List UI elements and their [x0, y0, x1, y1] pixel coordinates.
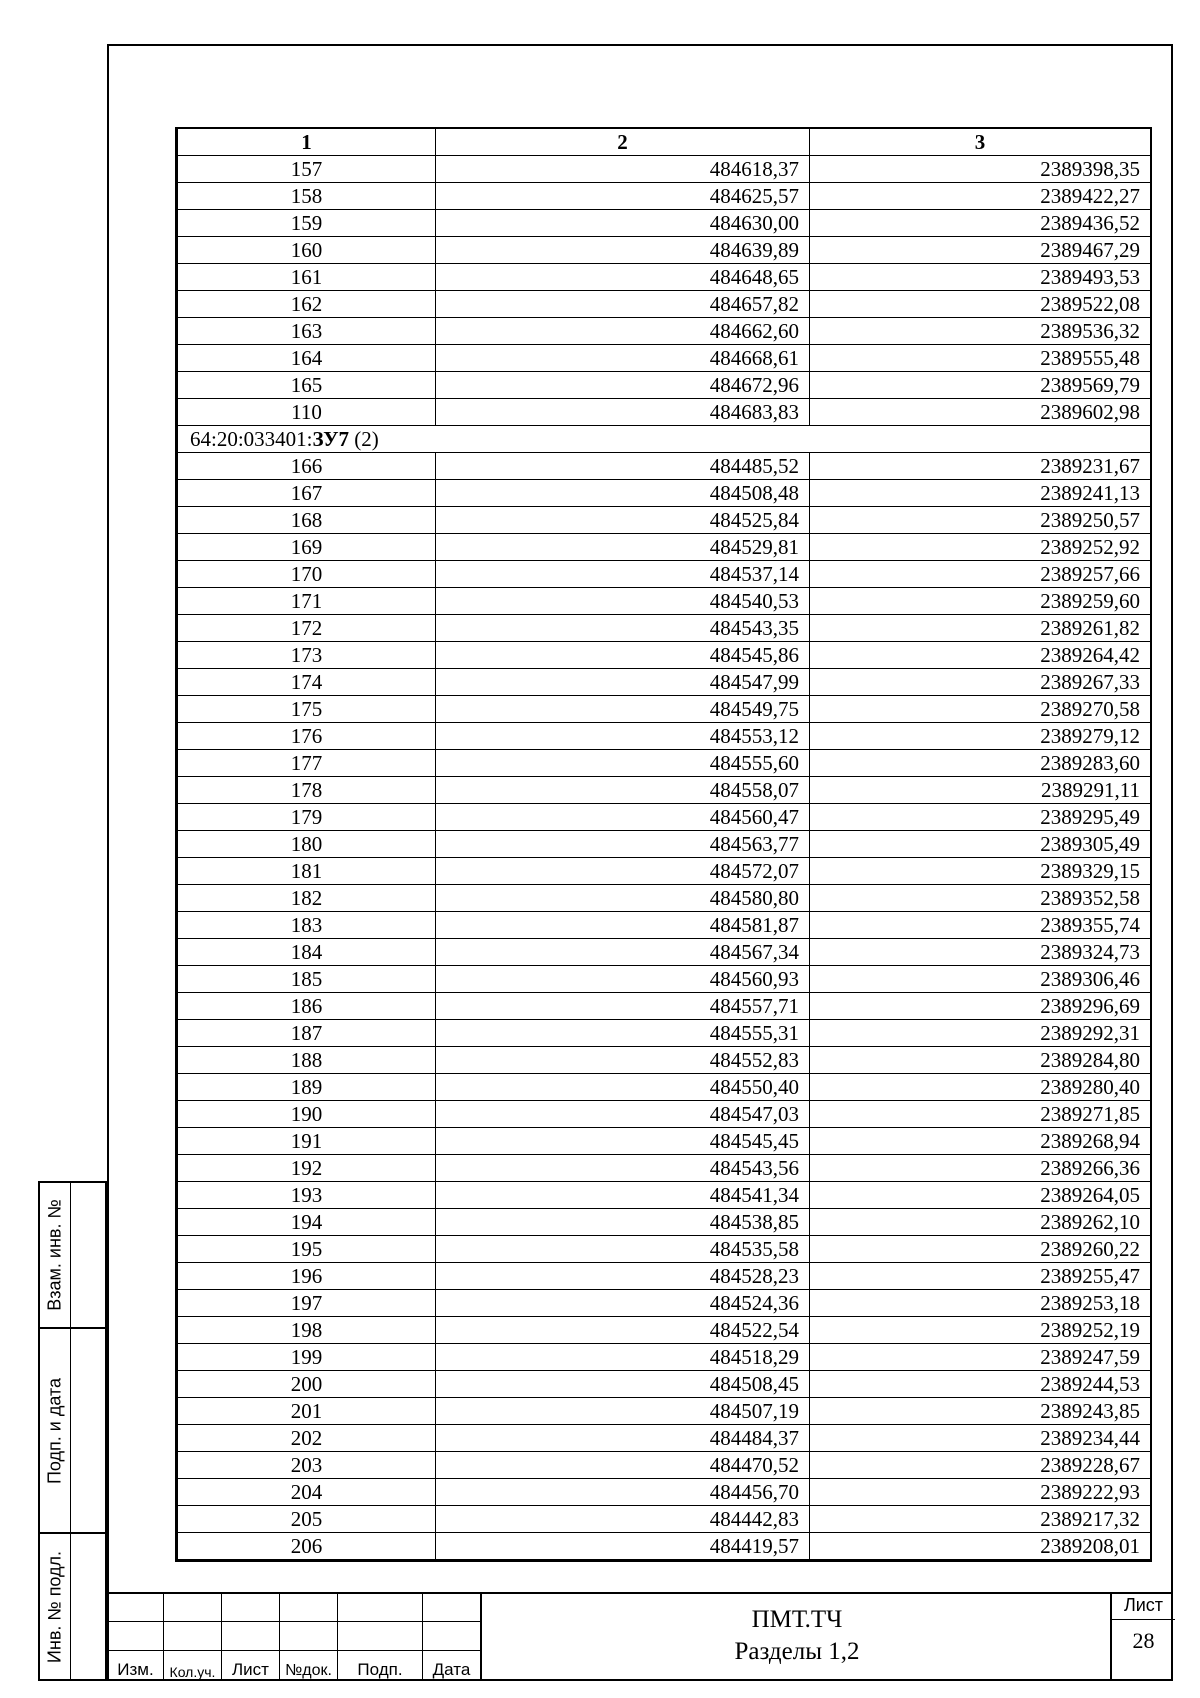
- table-row: [178, 615, 1151, 642]
- point-number-cell: 157: [178, 156, 436, 183]
- point-number-cell: 179: [178, 804, 436, 831]
- table-row: [178, 1236, 1151, 1263]
- y-coordinate-cell: 2389228,67: [810, 1452, 1151, 1479]
- x-coordinate-cell: 484547,99: [436, 669, 810, 696]
- x-coordinate-cell: 484553,12: [436, 723, 810, 750]
- point-number-cell: 164: [178, 345, 436, 372]
- point-number-cell: 190: [178, 1101, 436, 1128]
- point-number-cell: 163: [178, 318, 436, 345]
- table-row: [178, 642, 1151, 669]
- table-row: [178, 1020, 1151, 1047]
- point-number-cell: 166: [178, 453, 436, 480]
- point-number-cell: 191: [178, 1128, 436, 1155]
- table-row: [178, 1101, 1151, 1128]
- point-number-cell: 177: [178, 750, 436, 777]
- sheet-number: 28: [1132, 1628, 1155, 1653]
- y-coordinate-cell: 2389234,44: [810, 1425, 1151, 1452]
- table-row: [178, 318, 1151, 345]
- y-coordinate-cell: 2389355,74: [810, 912, 1151, 939]
- y-coordinate-cell: 2389271,85: [810, 1101, 1151, 1128]
- point-number-cell: 188: [178, 1047, 436, 1074]
- x-coordinate-cell: 484508,48: [436, 480, 810, 507]
- y-coordinate-cell: 2389291,11: [810, 777, 1151, 804]
- y-coordinate-cell: 2389260,22: [810, 1236, 1151, 1263]
- y-coordinate-cell: 2389217,32: [810, 1506, 1151, 1533]
- table-row: [178, 561, 1151, 588]
- stamp-col-izm: Изм.: [108, 1651, 164, 1681]
- x-coordinate-cell: 484543,56: [436, 1155, 810, 1182]
- x-coordinate-cell: 484567,34: [436, 939, 810, 966]
- x-coordinate-cell: 484507,19: [436, 1398, 810, 1425]
- x-coordinate-cell: 484625,57: [436, 183, 810, 210]
- x-coordinate-cell: 484522,54: [436, 1317, 810, 1344]
- cadastral-section-label: [178, 426, 1151, 453]
- y-coordinate-cell: 2389324,73: [810, 939, 1151, 966]
- side-stamp-original-inv: [38, 1532, 107, 1681]
- stamp-col-list: Лист: [222, 1651, 280, 1681]
- table-row: [178, 1533, 1151, 1560]
- point-number-cell: 171: [178, 588, 436, 615]
- x-coordinate-cell: 484528,23: [436, 1263, 810, 1290]
- land-plot-part: (2): [349, 427, 379, 451]
- table-row: [178, 750, 1151, 777]
- point-number-cell: 189: [178, 1074, 436, 1101]
- x-coordinate-cell: 484442,83: [436, 1506, 810, 1533]
- table-row: [178, 534, 1151, 561]
- y-coordinate-cell: 2389284,80: [810, 1047, 1151, 1074]
- sheet-label: Лист: [1112, 1592, 1175, 1620]
- table-row: [178, 1371, 1151, 1398]
- x-coordinate-cell: 484560,93: [436, 966, 810, 993]
- table-row: [178, 1398, 1151, 1425]
- point-number-cell: 170: [178, 561, 436, 588]
- x-coordinate-cell: 484560,47: [436, 804, 810, 831]
- side-label-replacement-inv: Взам. инв. №: [44, 1199, 65, 1311]
- y-coordinate-cell: 2389244,53: [810, 1371, 1151, 1398]
- y-coordinate-cell: 2389279,12: [810, 723, 1151, 750]
- table-row: [178, 453, 1151, 480]
- x-coordinate-cell: 484581,87: [436, 912, 810, 939]
- x-coordinate-cell: 484572,07: [436, 858, 810, 885]
- x-coordinate-cell: 484672,96: [436, 372, 810, 399]
- stamp-col-kol-uch: Кол.уч.: [164, 1651, 222, 1681]
- table-row: [178, 1047, 1151, 1074]
- y-coordinate-cell: 2389467,29: [810, 237, 1151, 264]
- table-row: [178, 993, 1151, 1020]
- y-coordinate-cell: 2389602,98: [810, 399, 1151, 426]
- y-coordinate-cell: 2389231,67: [810, 453, 1151, 480]
- table-row: [178, 912, 1151, 939]
- table-row: [178, 588, 1151, 615]
- point-number-cell: 202: [178, 1425, 436, 1452]
- table-row: [178, 399, 1151, 426]
- table-row: [178, 1182, 1151, 1209]
- point-number-cell: 175: [178, 696, 436, 723]
- x-coordinate-cell: 484470,52: [436, 1452, 810, 1479]
- y-coordinate-cell: 2389522,08: [810, 291, 1151, 318]
- x-coordinate-cell: 484484,37: [436, 1425, 810, 1452]
- side-stamp-signature-date: [38, 1327, 107, 1534]
- table-row: [178, 723, 1151, 750]
- y-coordinate-cell: 2389352,58: [810, 885, 1151, 912]
- table-header-row: [178, 128, 1151, 156]
- x-coordinate-cell: 484580,80: [436, 885, 810, 912]
- y-coordinate-cell: 2389398,35: [810, 156, 1151, 183]
- table-row: [178, 480, 1151, 507]
- table-row: [178, 1074, 1151, 1101]
- x-coordinate-cell: 484683,83: [436, 399, 810, 426]
- y-coordinate-cell: 2389493,53: [810, 264, 1151, 291]
- x-coordinate-cell: 484648,65: [436, 264, 810, 291]
- y-coordinate-cell: 2389280,40: [810, 1074, 1151, 1101]
- x-coordinate-cell: 484419,57: [436, 1533, 810, 1560]
- sheet-box: [1110, 1592, 1175, 1681]
- section-row: [178, 426, 1151, 453]
- point-number-cell: 172: [178, 615, 436, 642]
- table-row: [178, 345, 1151, 372]
- table-row: [178, 696, 1151, 723]
- y-coordinate-cell: 2389253,18: [810, 1290, 1151, 1317]
- stamp-grid: [107, 1592, 481, 1681]
- point-number-cell: 200: [178, 1371, 436, 1398]
- x-coordinate-cell: 484518,29: [436, 1344, 810, 1371]
- point-number-cell: 174: [178, 669, 436, 696]
- x-coordinate-cell: 484558,07: [436, 777, 810, 804]
- x-coordinate-cell: 484485,52: [436, 453, 810, 480]
- table-row: [178, 1155, 1151, 1182]
- table-row: [178, 885, 1151, 912]
- y-coordinate-cell: 2389252,92: [810, 534, 1151, 561]
- y-coordinate-cell: 2389222,93: [810, 1479, 1151, 1506]
- point-number-cell: 168: [178, 507, 436, 534]
- y-coordinate-cell: 2389555,48: [810, 345, 1151, 372]
- side-label-original-inv: Инв. № подл.: [44, 1550, 65, 1663]
- y-coordinate-cell: 2389252,19: [810, 1317, 1151, 1344]
- point-number-cell: 183: [178, 912, 436, 939]
- point-number-cell: 158: [178, 183, 436, 210]
- table-row: [178, 939, 1151, 966]
- point-number-cell: 187: [178, 1020, 436, 1047]
- table-row: [178, 156, 1151, 183]
- table-row: [178, 1479, 1151, 1506]
- y-coordinate-cell: 2389296,69: [810, 993, 1151, 1020]
- y-coordinate-cell: 2389264,05: [810, 1182, 1151, 1209]
- x-coordinate-cell: 484535,58: [436, 1236, 810, 1263]
- x-coordinate-cell: 484662,60: [436, 318, 810, 345]
- side-stamp-replacement-inv: [38, 1181, 107, 1329]
- table-row: [178, 1317, 1151, 1344]
- point-number-cell: 186: [178, 993, 436, 1020]
- table-row: [178, 183, 1151, 210]
- table-row: [178, 777, 1151, 804]
- x-coordinate-cell: 484508,45: [436, 1371, 810, 1398]
- table-row: [178, 264, 1151, 291]
- header-col-2: 2: [436, 128, 810, 156]
- stamp-col-data: Дата: [423, 1651, 481, 1681]
- table-row: [178, 372, 1151, 399]
- x-coordinate-cell: 484537,14: [436, 561, 810, 588]
- y-coordinate-cell: 2389295,49: [810, 804, 1151, 831]
- document-title-box: [480, 1592, 1112, 1681]
- point-number-cell: 198: [178, 1317, 436, 1344]
- x-coordinate-cell: 484563,77: [436, 831, 810, 858]
- x-coordinate-cell: 484639,89: [436, 237, 810, 264]
- point-number-cell: 167: [178, 480, 436, 507]
- table-row: [178, 1425, 1151, 1452]
- point-number-cell: 195: [178, 1236, 436, 1263]
- point-number-cell: 182: [178, 885, 436, 912]
- x-coordinate-cell: 484657,82: [436, 291, 810, 318]
- point-number-cell: 193: [178, 1182, 436, 1209]
- x-coordinate-cell: 484630,00: [436, 210, 810, 237]
- point-number-cell: 194: [178, 1209, 436, 1236]
- x-coordinate-cell: 484543,35: [436, 615, 810, 642]
- point-number-cell: 165: [178, 372, 436, 399]
- coordinates-table-wrap: [175, 127, 1152, 1562]
- x-coordinate-cell: 484557,71: [436, 993, 810, 1020]
- document-code: ПМТ.ТЧ: [751, 1606, 843, 1633]
- x-coordinate-cell: 484555,60: [436, 750, 810, 777]
- y-coordinate-cell: 2389436,52: [810, 210, 1151, 237]
- point-number-cell: 206: [178, 1533, 436, 1560]
- table-row: [178, 291, 1151, 318]
- y-coordinate-cell: 2389268,94: [810, 1128, 1151, 1155]
- x-coordinate-cell: 484529,81: [436, 534, 810, 561]
- point-number-cell: 196: [178, 1263, 436, 1290]
- point-number-cell: 162: [178, 291, 436, 318]
- x-coordinate-cell: 484540,53: [436, 588, 810, 615]
- y-coordinate-cell: 2389264,42: [810, 642, 1151, 669]
- x-coordinate-cell: 484545,86: [436, 642, 810, 669]
- stamp-col-ndok: №док.: [280, 1651, 338, 1681]
- table-row: [178, 1263, 1151, 1290]
- cadastral-prefix: 64:20:033401:: [190, 427, 313, 451]
- point-number-cell: 159: [178, 210, 436, 237]
- table-row: [178, 507, 1151, 534]
- table-row: [178, 804, 1151, 831]
- x-coordinate-cell: 484538,85: [436, 1209, 810, 1236]
- point-number-cell: 184: [178, 939, 436, 966]
- y-coordinate-cell: 2389241,13: [810, 480, 1151, 507]
- y-coordinate-cell: 2389257,66: [810, 561, 1151, 588]
- y-coordinate-cell: 2389243,85: [810, 1398, 1151, 1425]
- table-row: [178, 669, 1151, 696]
- land-plot-code: ЗУ7: [312, 427, 349, 451]
- y-coordinate-cell: 2389266,36: [810, 1155, 1151, 1182]
- x-coordinate-cell: 484545,45: [436, 1128, 810, 1155]
- point-number-cell: 160: [178, 237, 436, 264]
- point-number-cell: 205: [178, 1506, 436, 1533]
- y-coordinate-cell: 2389292,31: [810, 1020, 1151, 1047]
- header-col-1: 1: [178, 128, 436, 156]
- table-row: [178, 1452, 1151, 1479]
- table-row: [178, 210, 1151, 237]
- y-coordinate-cell: 2389255,47: [810, 1263, 1151, 1290]
- point-number-cell: 178: [178, 777, 436, 804]
- y-coordinate-cell: 2389569,79: [810, 372, 1151, 399]
- table-row: [178, 237, 1151, 264]
- x-coordinate-cell: 484555,31: [436, 1020, 810, 1047]
- point-number-cell: 197: [178, 1290, 436, 1317]
- x-coordinate-cell: 484541,34: [436, 1182, 810, 1209]
- point-number-cell: 192: [178, 1155, 436, 1182]
- point-number-cell: 203: [178, 1452, 436, 1479]
- table-row: [178, 1344, 1151, 1371]
- table-row: [178, 1290, 1151, 1317]
- table-row: [178, 966, 1151, 993]
- point-number-cell: 185: [178, 966, 436, 993]
- y-coordinate-cell: 2389283,60: [810, 750, 1151, 777]
- point-number-cell: 204: [178, 1479, 436, 1506]
- y-coordinate-cell: 2389305,49: [810, 831, 1151, 858]
- x-coordinate-cell: 484550,40: [436, 1074, 810, 1101]
- point-number-cell: 169: [178, 534, 436, 561]
- point-number-cell: 201: [178, 1398, 436, 1425]
- x-coordinate-cell: 484524,36: [436, 1290, 810, 1317]
- point-number-cell: 173: [178, 642, 436, 669]
- x-coordinate-cell: 484525,84: [436, 507, 810, 534]
- table-row: [178, 858, 1151, 885]
- x-coordinate-cell: 484552,83: [436, 1047, 810, 1074]
- point-number-cell: 176: [178, 723, 436, 750]
- x-coordinate-cell: 484618,37: [436, 156, 810, 183]
- y-coordinate-cell: 2389247,59: [810, 1344, 1151, 1371]
- x-coordinate-cell: 484456,70: [436, 1479, 810, 1506]
- point-number-cell: 180: [178, 831, 436, 858]
- title-block: [107, 1592, 1173, 1681]
- x-coordinate-cell: 484547,03: [436, 1101, 810, 1128]
- stamp-col-podp: Подп.: [338, 1651, 423, 1681]
- x-coordinate-cell: 484549,75: [436, 696, 810, 723]
- y-coordinate-cell: 2389208,01: [810, 1533, 1151, 1560]
- table-row: [178, 1209, 1151, 1236]
- y-coordinate-cell: 2389259,60: [810, 588, 1151, 615]
- point-number-cell: 110: [178, 399, 436, 426]
- point-number-cell: 181: [178, 858, 436, 885]
- y-coordinate-cell: 2389261,82: [810, 615, 1151, 642]
- table-row: [178, 831, 1151, 858]
- y-coordinate-cell: 2389329,15: [810, 858, 1151, 885]
- table-row: [178, 1128, 1151, 1155]
- table-row: [178, 1506, 1151, 1533]
- y-coordinate-cell: 2389250,57: [810, 507, 1151, 534]
- y-coordinate-cell: 2389270,58: [810, 696, 1151, 723]
- document-sections: Разделы 1,2: [734, 1638, 860, 1665]
- x-coordinate-cell: 484668,61: [436, 345, 810, 372]
- y-coordinate-cell: 2389536,32: [810, 318, 1151, 345]
- y-coordinate-cell: 2389306,46: [810, 966, 1151, 993]
- point-number-cell: 199: [178, 1344, 436, 1371]
- side-label-signature-date: Подп. и дата: [44, 1377, 65, 1484]
- y-coordinate-cell: 2389267,33: [810, 669, 1151, 696]
- point-number-cell: 161: [178, 264, 436, 291]
- y-coordinate-cell: 2389422,27: [810, 183, 1151, 210]
- coordinates-table: [177, 127, 1151, 1560]
- header-col-3: 3: [810, 128, 1151, 156]
- y-coordinate-cell: 2389262,10: [810, 1209, 1151, 1236]
